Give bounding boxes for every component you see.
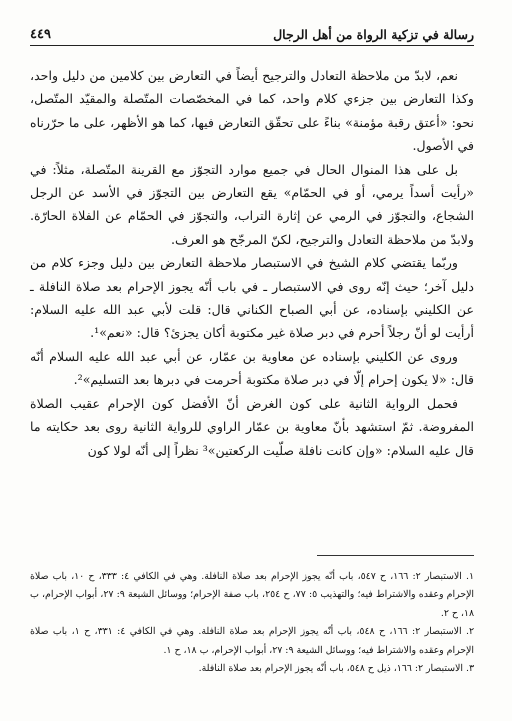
- paragraph: وروى عن الكليني بإسناده عن معاوية بن عمّار، عن أبي عبد الله عليه السلام أنّه قال: «لا يكون إحرام إلّا في دبر صلاة مكتوبة أحرمت في دبرها بعد التسليم»².: [30, 348, 474, 388]
- footnote: ١. الاستبصار ٢: ١٦٦، ح ٥٤٧، باب أنّه يجوز الإحرام بعد صلاة النافلة. وهي في الكافي ٤: ٣٣٣، ح ١٠، باب صلاة الإحرام وعقده والاشتراط فيه؛ والتهذيب ٥: ٧٧، ح ٢٥٤، باب صفة الإحرام؛ ووسائل الشيعة ٩: ٢٧، أبواب الإحرام، ب ١٨، ح ٢.: [30, 571, 475, 619]
- running-title: رسالة في تزكية الرواة من أهل الرجال: [273, 27, 474, 42]
- footnote: ٢. الاستبصار ٢: ١٦٦، ح ٥٤٨، باب أنّه يجوز الإحرام بعد صلاة النافلة. وهي في الكافي ٤: ٣٣١، ح ١، باب صلاة الإحرام وعقده والاشتراط فيه؛ ووسائل الشيعة ٩: ٢٧، أبواب الإحرام، ب ١٨، ح ١.: [30, 626, 475, 656]
- paragraph: بل على هذا المنوال الحال في جميع موارد التجوّز مع القرينة المتّصلة، مثلاً: في «رأيت أسداً يرمي، أو في الحمّام» يقع التعارض بين التجوّز في الأسد عن الرجل الشجاع، والتجوّز في الرمي عن إثارة التراب، والتجوّز في الحمّام عن الفلاة الحارّة. ولابدّ من ملاحظة التعادل والترجيح، لكنّ المرجّح هو العرف.: [30, 161, 474, 247]
- page-number: ٤٤٩: [30, 27, 51, 42]
- footnotes: [30, 568, 474, 678]
- footnote-separator: [317, 555, 474, 556]
- main-text: [30, 64, 474, 462]
- paragraph: فحمل الرواية الثانية على كون الغرض أنّ الأفضل كون الإحرام عقيب الصلاة المفروضة. ثمّ استشهد بأنّ معاوية بن عمّار الراوي للرواية الثانية روى بعد حكايته ما قال عليه السلام: «وإن كانت نافلة صلّيت الركعتين»³ نظراً إلى أنّه لولا كون: [30, 395, 474, 458]
- paragraph: وربّما يقتضي كلام الشيخ في الاستبصار ملاحظة التعارض بين دليل وجزء كلام من دليل آخر؛ حيث إنّه روى في الاستبصار ـ في باب أنّه يجوز الإحرام بعد صلاة النافلة ـ عن الكليني بإسناده، عن أبي الصباح الكناني قال: قلت لأبي عبد الله عليه السلام: أرأيت لو أنّ رجلاً أحرم في دبر صلاة غير مكتوبة أكان يجزئ؟ قال: «نعم»¹.: [30, 255, 474, 341]
- paragraph: نعم، لابدّ من ملاحظة التعادل والترجيح أيضاً في التعارض بين كلامين من دليل واحد، وكذا التعارض بين جزءي كلام واحد، كما في المخصّصات المتّصلة والمقيّد المتّصل، نحو: «أعتق رقبة مؤمنة» بناءً على تحقّق التعارض فيها، كما هو الأظهر، على ما حرّرناه في الأصول.: [30, 68, 474, 154]
- footnote: ٣. الاستبصار ٢: ١٦٦، ذيل ح ٥٤٨، باب أنّه يجوز الإحرام بعد صلاة النافلة.: [198, 663, 474, 675]
- running-header: [30, 16, 474, 46]
